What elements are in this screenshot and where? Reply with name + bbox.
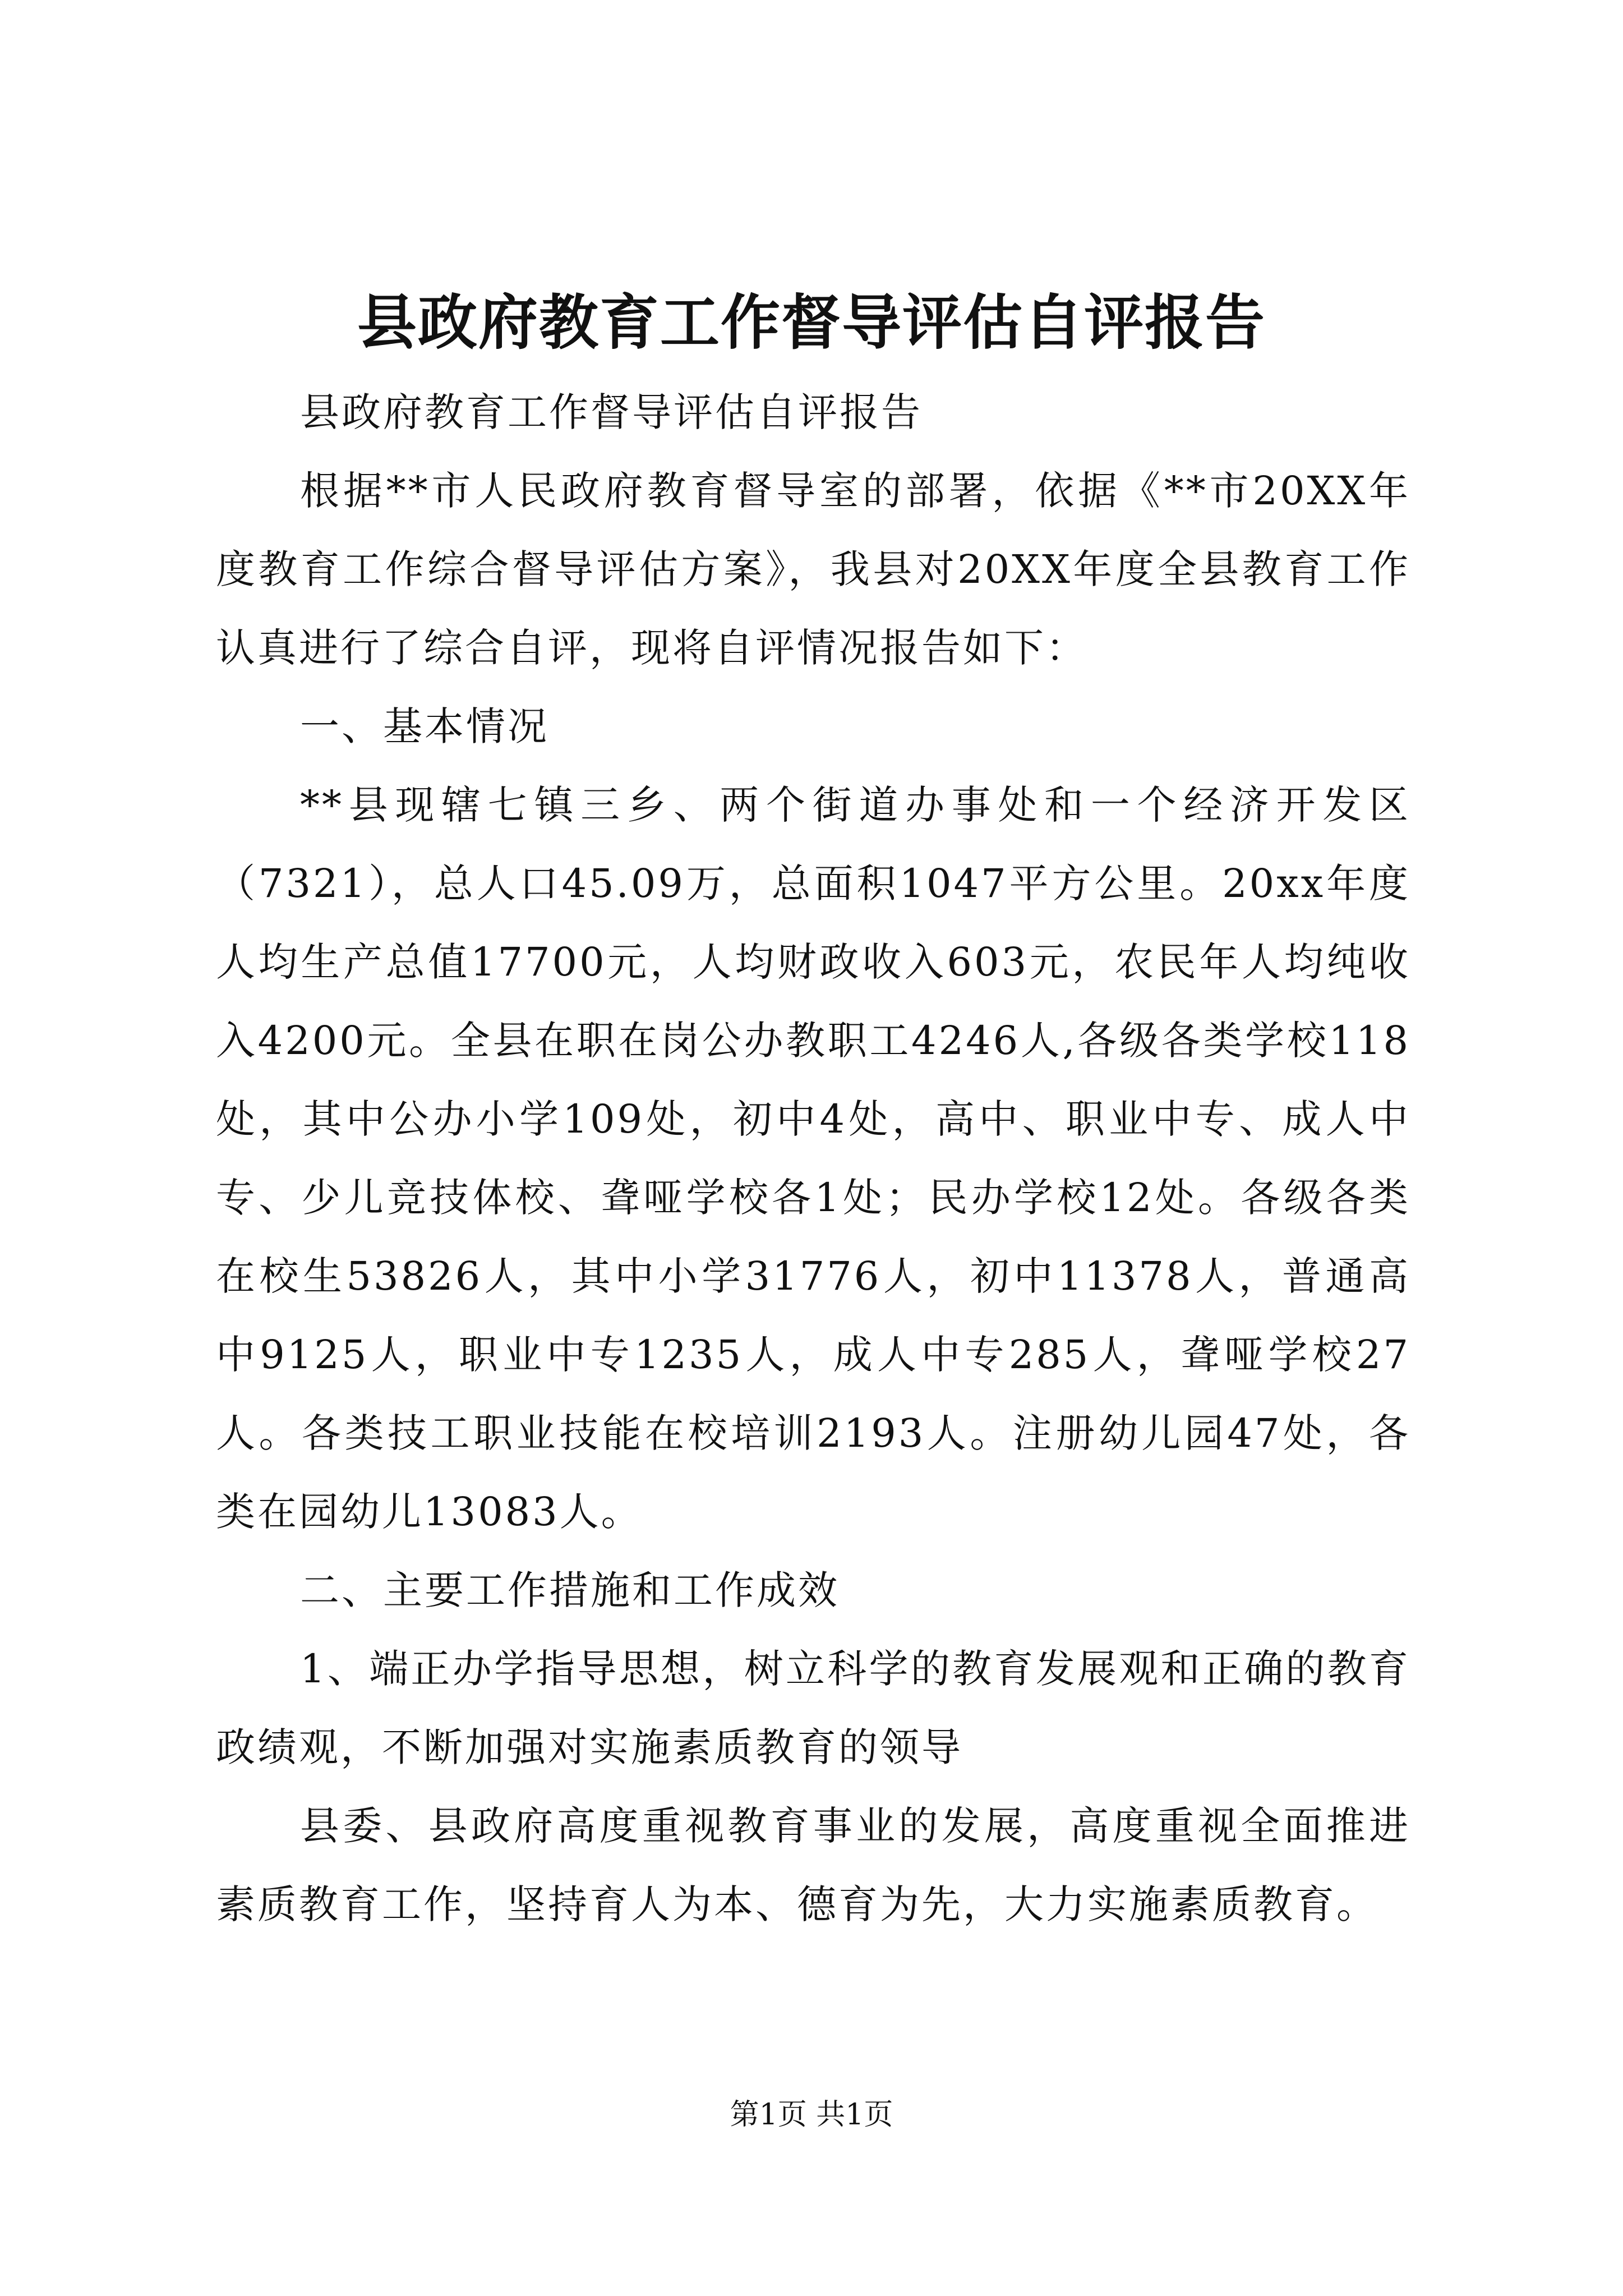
subsection-heading-1: 1、端正办学指导思想，树立科学的教育发展观和正确的教育政绩观，不断加强对实施素质教育的领导 [216,1646,1410,1770]
page-number-footer: 第1页 共1页 [730,2098,893,2132]
measures-paragraph: 县委、县政府高度重视教育事业的发展，高度重视全面推进素质教育工作，坚持育人为本、德育为先，大力实施素质教育。 [216,1803,1410,1927]
section-heading-main-measures: 二、主要工作措施和工作成效 [300,1567,840,1613]
subtitle-paragraph: 县政府教育工作督导评估自评报告 [300,389,923,435]
intro-paragraph: 根据**市人民政府教育督导室的部署，依据《**市20XX年度教育工作综合督导评估方案》，我县对20XX年度全县教育工作认真进行了综合自评，现将自评情况报告如下： [216,468,1410,671]
basic-situation-paragraph: **县现辖七镇三乡、两个街道办事处和一个经济开发区（7321），总人口45.09万，总面积1047平方公里。20xx年度人均生产总值17700元，人均财政收入603元，农民年人均纯收入4200元。全县在职在岗公办教职工4246人,各级各类学校118处，其中公办小学109处，初中4处，高中、职业中专、成人中专、少儿竞技体校、聋哑学校各1处；民办学校12处。各级各类在校生53826人，其中小学31776人，初中11378人，普通高中9125人，职业中专1235人，成人中专285人，聋哑学校27人。各类技工职业技能在校培训2193人。注册幼儿园47处，各类在园幼儿13083人。 [216,782,1410,1535]
document-body [216,373,1410,1944]
document-title: 县政府教育工作督导评估自评报告 [357,287,1266,357]
section-heading-basic-situation: 一、基本情况 [300,703,549,749]
